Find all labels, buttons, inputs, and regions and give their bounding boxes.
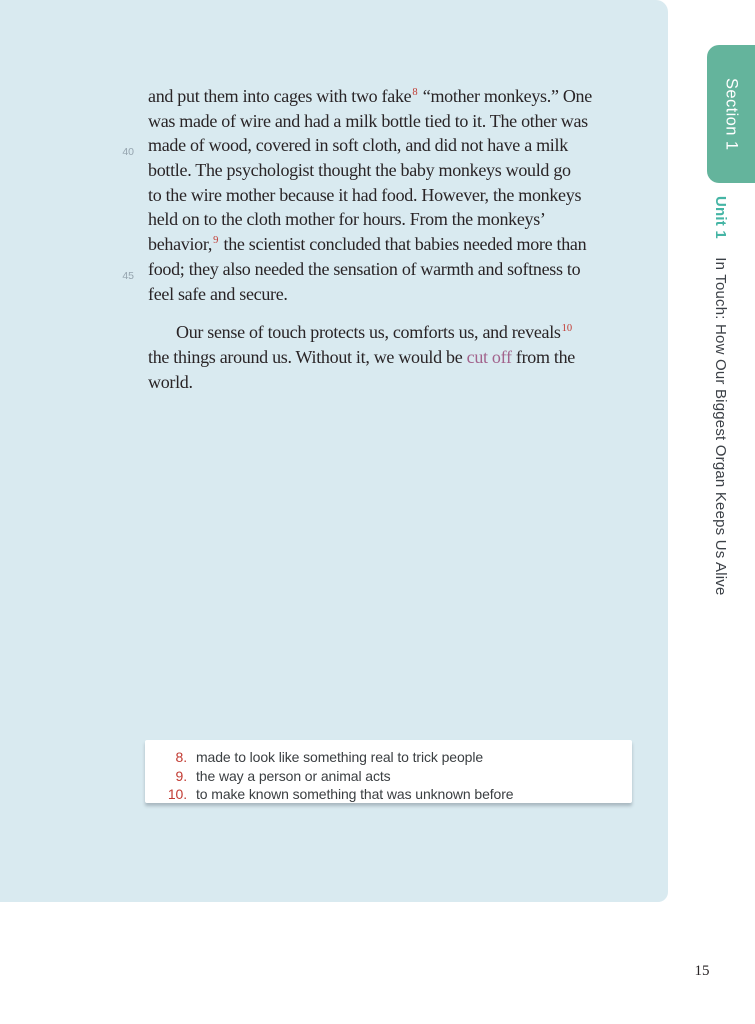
body-line — [148, 183, 648, 208]
text-run: was made of wire and had a milk bottle tied to it. The other was — [148, 110, 588, 131]
paragraph — [148, 320, 648, 394]
body-line — [148, 207, 648, 232]
body-line — [148, 370, 648, 395]
text-run: from the — [511, 346, 575, 367]
text-run: held on to the cloth mother for hours. From the monkeys’ — [148, 209, 546, 230]
footnote-reference: 8 — [412, 87, 418, 98]
body-line — [148, 232, 648, 257]
footnote-text: to make known something that was unknown before — [196, 786, 514, 803]
body-line — [148, 109, 648, 134]
section-tab — [707, 45, 755, 183]
body-line — [148, 320, 648, 345]
line-number: 45 — [122, 269, 134, 282]
body-line — [148, 345, 648, 370]
text-run: made of wood, covered in soft cloth, and did not have a milk — [148, 135, 568, 156]
text-run: behavior, — [148, 234, 213, 255]
highlighted-phrase: cut off — [466, 346, 512, 367]
passage-text — [122, 84, 648, 394]
unit-label: Unit 1 — [712, 196, 729, 239]
text-run: the things around us. Without it, we would be — [148, 346, 467, 367]
page-number: 15 — [694, 963, 710, 979]
footnote-number: 8. — [175, 749, 187, 765]
footnote-reference: 9 — [213, 235, 219, 247]
text-run: Our sense of touch protects us, comforts us, and reveals — [176, 322, 561, 343]
footnote-item — [145, 767, 632, 786]
body-line — [122, 133, 648, 159]
body-line — [122, 257, 648, 282]
text-run: world. — [148, 371, 193, 392]
text-run: bottle. The psychologist thought the baby monkeys would go — [148, 160, 571, 181]
footnote-box — [145, 740, 632, 803]
footnote-text: made to look like something real to trick people — [196, 749, 484, 765]
footnote-item — [145, 748, 632, 767]
text-run: feel safe and secure. — [148, 283, 288, 304]
footnote-item — [145, 785, 632, 804]
paragraph — [122, 84, 648, 306]
text-run: to the wire mother because it had food. However, the monkeys — [148, 184, 582, 205]
footnote-number: 9. — [175, 767, 187, 784]
body-line — [148, 158, 648, 183]
section-tab-label: Section 1 — [722, 77, 741, 151]
body-line — [148, 84, 648, 109]
footnote-number: 10. — [167, 786, 187, 803]
text-run: “mother monkeys.” One — [418, 86, 592, 106]
text-run: food; they also needed the sensation of warmth and softness to — [148, 258, 581, 279]
sidebar-unit-strip — [712, 196, 729, 596]
line-number: 40 — [122, 146, 134, 159]
unit-title-text: In Touch: How Our Biggest Organ Keeps Us Alive — [712, 257, 729, 596]
text-run: and put them into cages with two fake — [148, 86, 412, 106]
footnote-reference: 10 — [561, 323, 573, 335]
body-line — [148, 282, 648, 307]
text-run: the scientist concluded that babies needed more than — [219, 234, 587, 255]
footnote-text: the way a person or animal acts — [196, 767, 391, 784]
